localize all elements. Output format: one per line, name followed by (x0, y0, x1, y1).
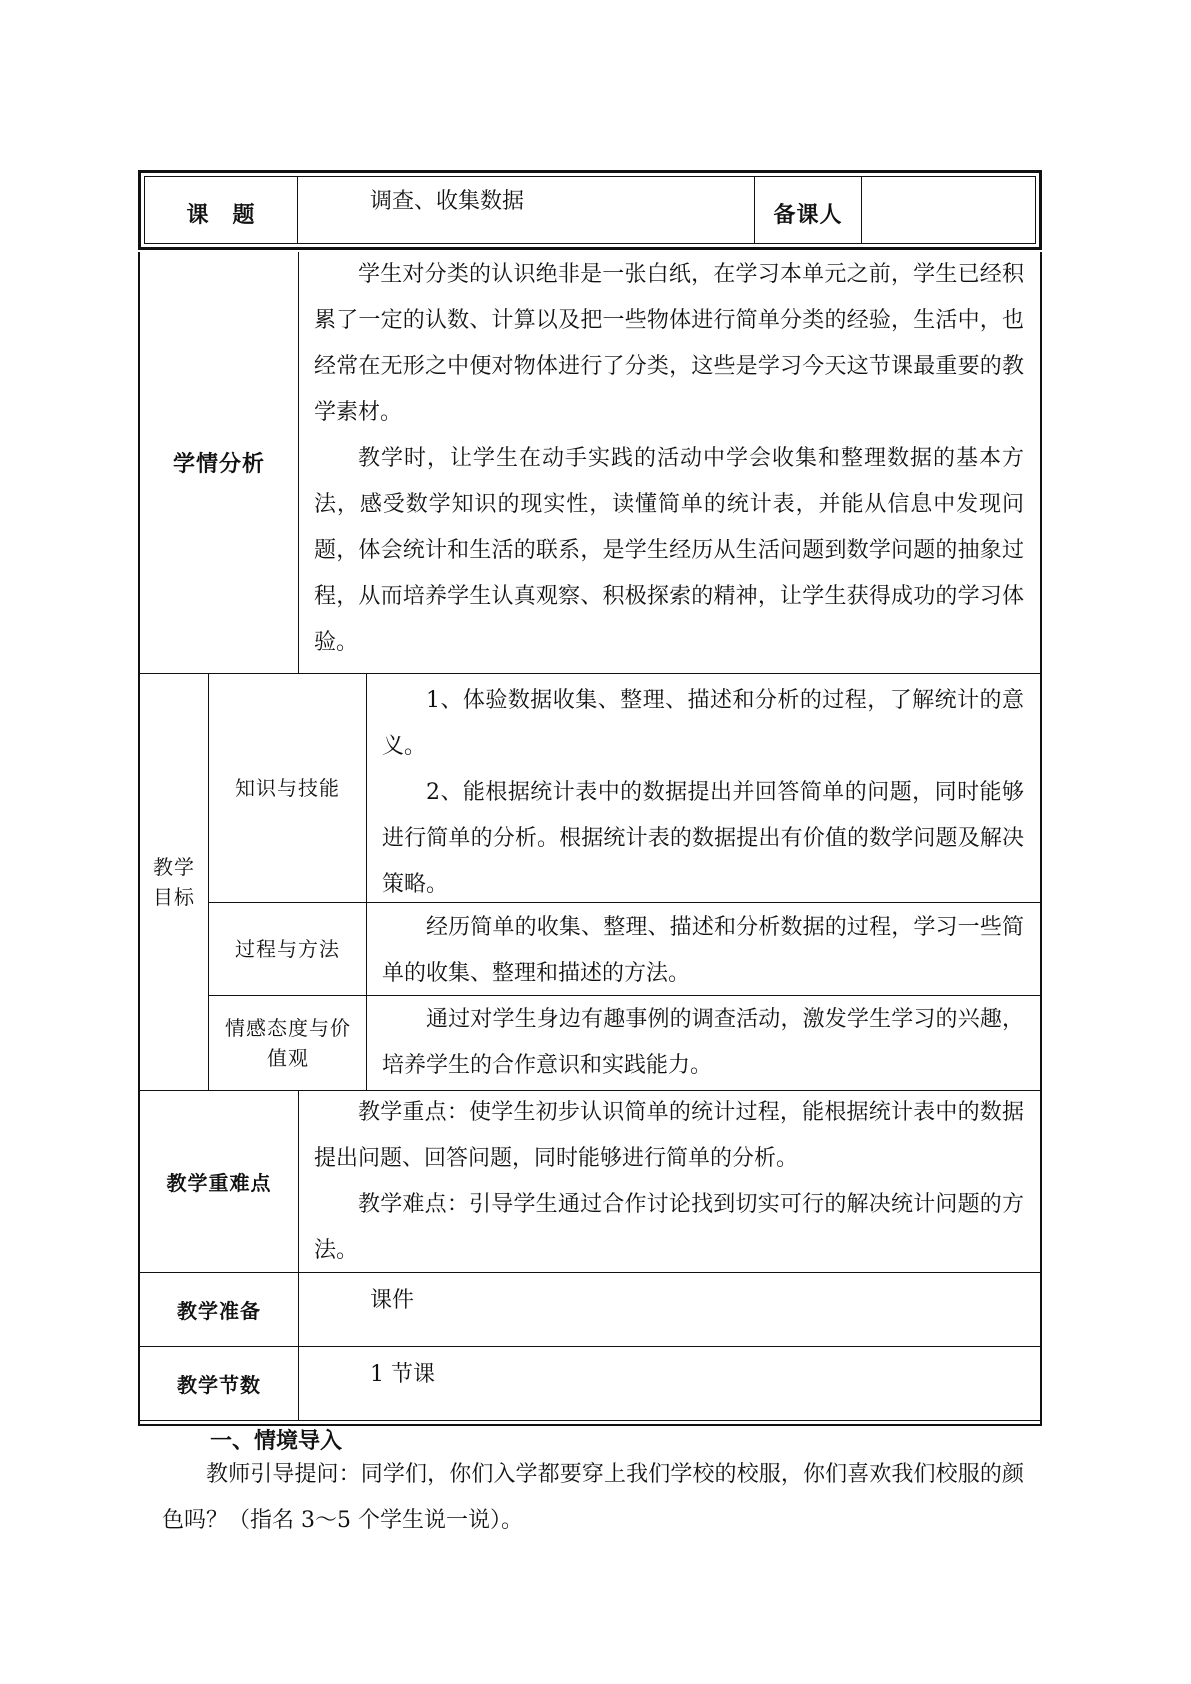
key-points-paragraph: 教学难点：引导学生通过合作讨论找到切实可行的解决统计问题的方法。 (314, 1192, 1024, 1263)
key-points-paragraph: 教学重点：使学生初步认识简单的统计过程，能根据统计表中的数据提出问题、回答问题，同时能够进行简单的分析。 (314, 1100, 1024, 1171)
preparer-label-cell (755, 177, 862, 243)
preparation-value: 课件 (370, 1288, 415, 1313)
knowledge-text (382, 678, 1024, 908)
periods-value: 1 节课 (370, 1362, 435, 1387)
main-table (138, 252, 1042, 1533)
preparation-label: 教学准备 (177, 1298, 261, 1323)
topic-label-cell (145, 177, 298, 243)
header-inner-border (144, 176, 1036, 244)
knowledge-paragraph: 2、能根据统计表中的数据提出并回答简单的问题，同时能够进行简单的分析。根据统计表的数据提出有价值的数学问题及解决策略。 (382, 780, 1024, 897)
objectives-label: 教学目标 (153, 854, 195, 909)
process-section-text (162, 1452, 1024, 1544)
process-paragraph: 经历简单的收集、整理、描述和分析数据的过程，学习一些简单的收集、整理和描述的方法。 (382, 915, 1024, 986)
analysis-text (314, 252, 1024, 666)
emotion-text (382, 997, 1024, 1089)
topic-value-cell (298, 177, 755, 243)
analysis-paragraph: 教学时，让学生在动手实践的活动中学会收集和整理数据的基本方法，感受数学知识的现实性，读懂简单的统计表，并能从信息中发现问题，体会统计和生活的联系，是学生经历从生活问题到数学问题的抽象过程，从而培养学生认真观察、积极探索的精神，让学生获得成功的学习体验。 (314, 446, 1024, 655)
analysis-label: 学情分析 (172, 452, 265, 477)
process-section-title: 一、情境导入 (210, 1429, 343, 1454)
periods-label: 教学节数 (177, 1372, 261, 1397)
process-text (382, 905, 1024, 997)
col-divider (366, 673, 367, 1090)
analysis-paragraph: 学生对分类的认识绝非是一张白纸，在学习本单元之前，学生已经积累了一定的认数、计算以及把一些物体进行简单分类的经验，生活中，也经常在无形之中便对物体进行了分类，这些是学习今天这节课最重要的教学素材。 (314, 262, 1024, 425)
row-divider (140, 1420, 1040, 1421)
preparer-label: 备课人 (773, 202, 843, 228)
knowledge-label: 知识与技能 (235, 775, 340, 800)
key-points-label: 教学重难点 (166, 1170, 272, 1195)
col-divider (298, 1090, 299, 1420)
col-divider (298, 252, 299, 673)
header-table (138, 170, 1042, 250)
topic-label: 课 题 (186, 202, 256, 228)
preparer-value-cell (862, 177, 1035, 243)
process-label: 过程与方法 (235, 936, 340, 961)
process-section-paragraph: 教师引导提问：同学们，你们入学都要穿上我们学校的校服，你们喜欢我们校服的颜色吗？（指名 3～5 个学生说一说）。 (162, 1462, 1024, 1533)
topic-value: 调查、收集数据 (370, 189, 525, 214)
emotion-label: 情感态度与价值观 (225, 1015, 351, 1070)
key-points-text (314, 1090, 1024, 1274)
emotion-paragraph: 通过对学生身边有趣事例的调查活动，激发学生学习的兴趣，培养学生的合作意识和实践能力。 (382, 1007, 1024, 1078)
knowledge-paragraph: 1、体验数据收集、整理、描述和分析的过程，了解统计的意义。 (382, 688, 1024, 759)
